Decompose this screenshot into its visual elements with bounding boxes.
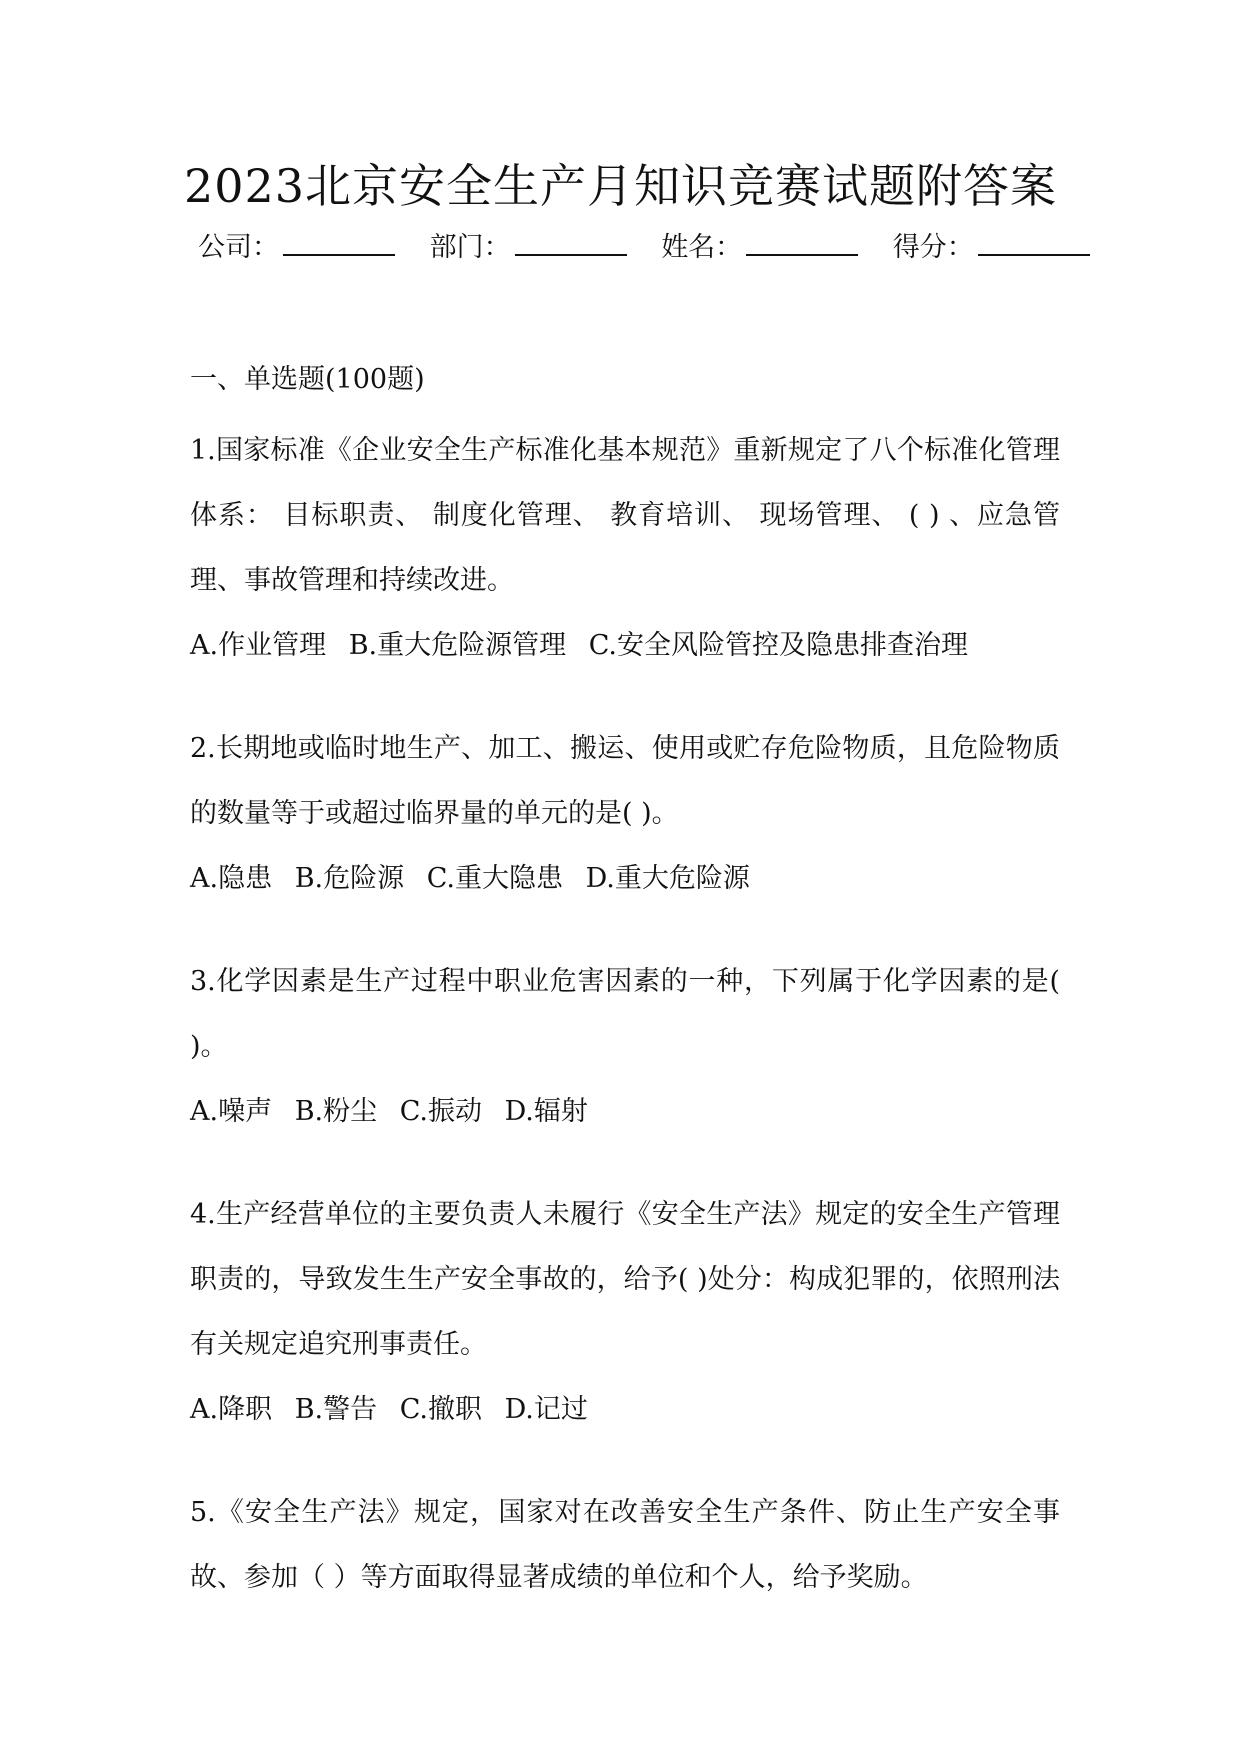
question-text: 1.国家标准《企业安全生产标准化基本规范》重新规定了八个标准化管理体系： 目标职责、 制度化管理、 教育培训、 现场管理、 ( ) 、应急管理、事故管理和持续改进。 <box>190 435 1060 596</box>
score-field <box>893 226 1090 268</box>
option-b: B.危险源 <box>294 863 405 894</box>
question-3 <box>190 949 1060 1144</box>
question-4 <box>190 1182 1060 1442</box>
company-field-label: 公司： <box>198 232 279 263</box>
option-c: C.振动 <box>399 1096 482 1127</box>
option-d: D.辐射 <box>504 1096 588 1127</box>
question-1 <box>190 418 1060 678</box>
document-title: 2023北京安全生产月知识竞赛试题附答案 <box>183 159 1058 213</box>
question-text: 3.化学因素是生产过程中职业危害因素的一种，下列属于化学因素的是( )。 <box>190 966 1060 1062</box>
option-b: B.重大危险源管理 <box>348 630 567 661</box>
question-text: 2.长期地或临时地生产、加工、搬运、使用或贮存危险物质，且危险物质的数量等于或超过临界量的单元的是( )。 <box>190 733 1060 829</box>
question-2 <box>190 716 1060 911</box>
option-a: A.隐患 <box>190 863 273 894</box>
score-field-label: 得分： <box>892 232 974 263</box>
department-field <box>430 226 627 268</box>
option-a: A.作业管理 <box>190 630 327 661</box>
option-a: A.降职 <box>190 1394 273 1425</box>
name-blank[interactable] <box>746 226 858 256</box>
option-b: B.警告 <box>294 1394 378 1425</box>
document-content <box>190 360 1060 1648</box>
option-c: C.撤职 <box>399 1394 482 1425</box>
question-text: 5.《安全生产法》规定，国家对在改善安全生产条件、防止生产安全事故、参加（ ）等方面取得显著成绩的单位和个人，给予奖励。 <box>190 1497 1060 1593</box>
department-field-label: 部门： <box>429 232 511 263</box>
option-a: A.噪声 <box>190 1096 273 1127</box>
option-c: C.重大隐患 <box>426 863 563 894</box>
question-options <box>190 846 1060 911</box>
company-blank[interactable] <box>283 226 395 256</box>
section-heading: 一、单选题(100题) <box>190 364 425 395</box>
name-field <box>661 226 858 268</box>
question-5 <box>190 1480 1060 1610</box>
score-blank[interactable] <box>978 226 1090 256</box>
question-options <box>190 1377 1060 1442</box>
option-c: C.安全风险管控及隐患排查治理 <box>588 630 968 661</box>
option-d: D.重大危险源 <box>585 863 750 894</box>
option-b: B.粉尘 <box>294 1096 378 1127</box>
question-text: 4.生产经营单位的主要负责人未履行《安全生产法》规定的安全生产管理职责的，导致发生生产安全事故的，给予( )处分：构成犯罪的，依照刑法有关规定追究刑事责任。 <box>190 1199 1060 1360</box>
info-fields-row <box>198 226 1058 268</box>
question-options <box>190 1079 1060 1144</box>
company-field <box>198 226 395 268</box>
department-blank[interactable] <box>515 226 627 256</box>
question-options <box>190 613 1060 678</box>
option-d: D.记过 <box>504 1394 588 1425</box>
name-field-label: 姓名： <box>661 232 743 263</box>
